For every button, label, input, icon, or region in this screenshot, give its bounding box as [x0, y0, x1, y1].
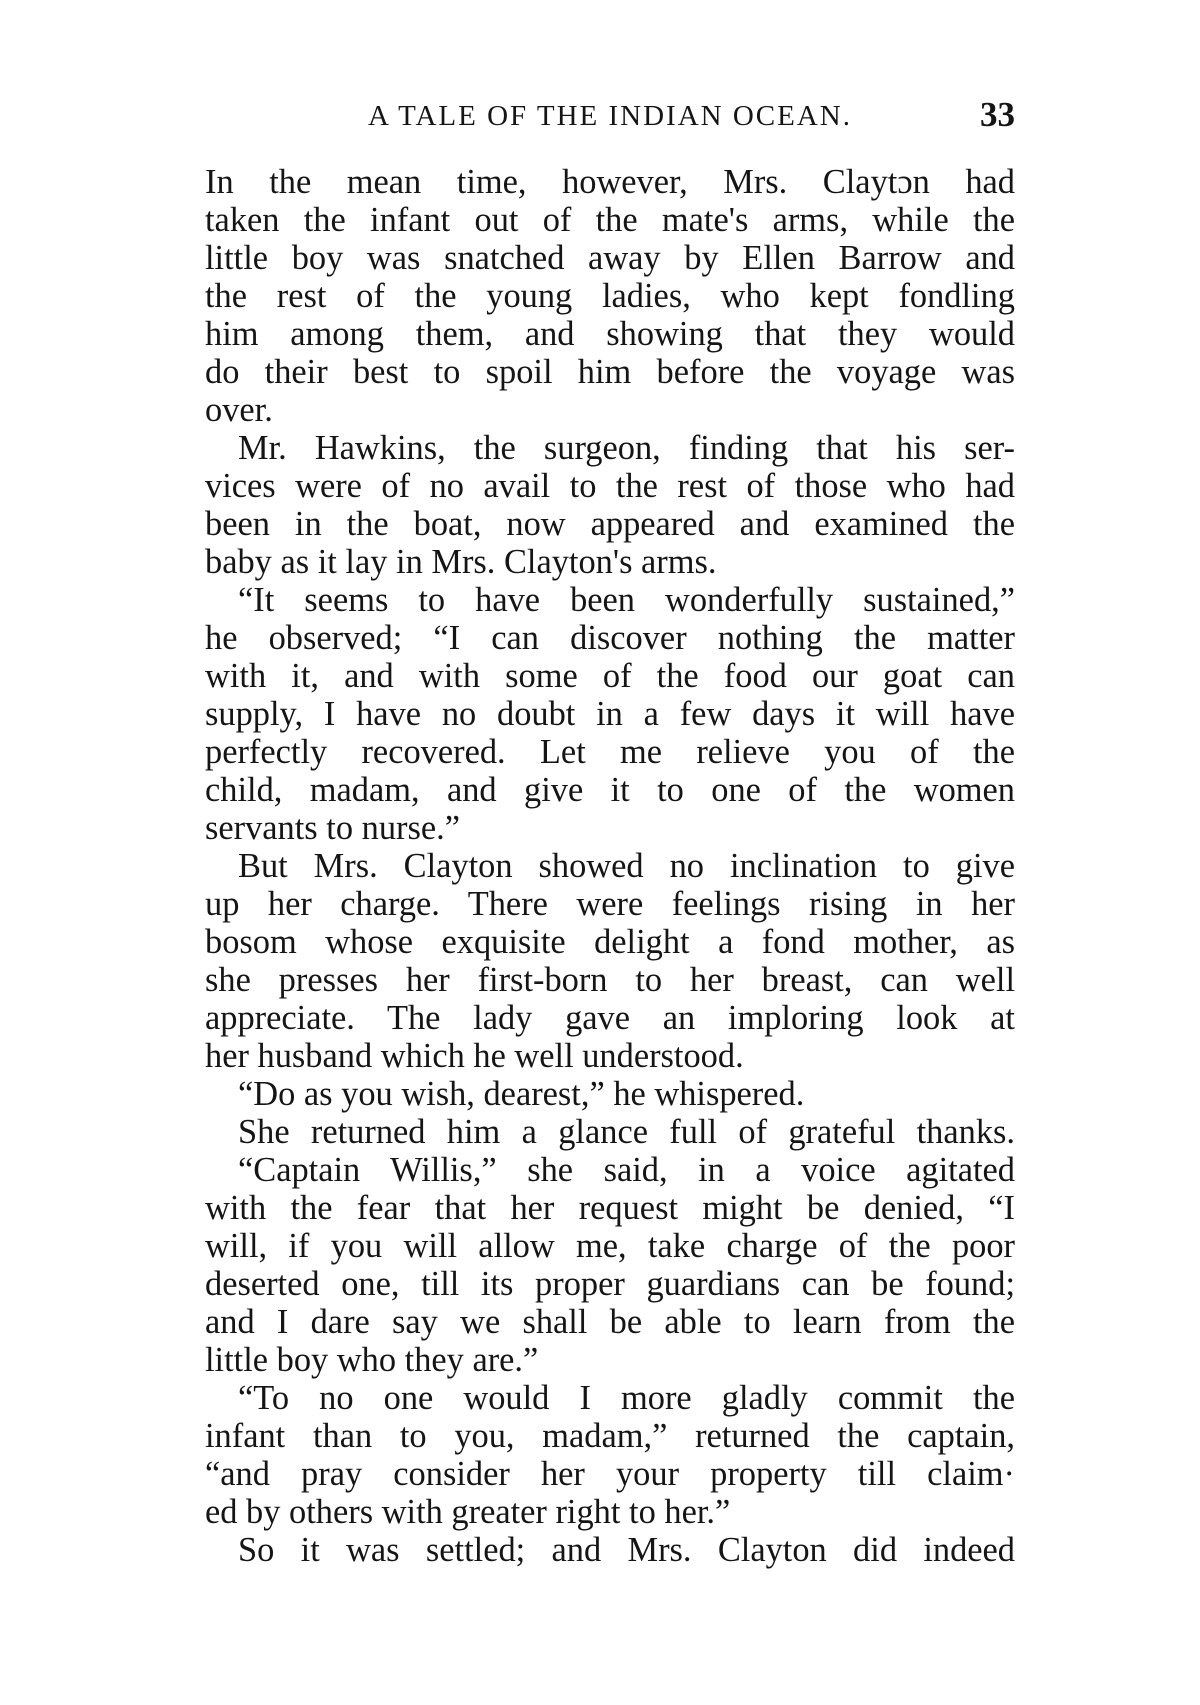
text-line: But Mrs. Clayton showed no inclination to give — [238, 847, 1015, 885]
text-line: will, if you will allow me, take charge of the poor — [205, 1227, 1015, 1265]
text-line: So it was settled; and Mrs. Clayton did indeed — [238, 1531, 1015, 1569]
text-line: the rest of the young ladies, who kept fondling — [205, 277, 1015, 315]
text-line: little boy was snatched away by Ellen Barrow and — [205, 239, 1015, 277]
text-line: Mr. Hawkins, the surgeon, finding that his ser- — [238, 429, 1015, 467]
text-line: In the mean time, however, Mrs. Claytɔn had — [205, 163, 1015, 201]
text-line: she presses her first-born to her breast, can well — [205, 961, 1015, 999]
text-line: appreciate. The lady gave an imploring look at — [205, 999, 1015, 1037]
text-line: supply, I have no doubt in a few days it will have — [205, 695, 1015, 733]
text-line: “and pray consider her your property till claim· — [205, 1455, 1015, 1493]
text-line: “To no one would I more gladly commit the — [238, 1379, 1015, 1417]
running-head — [205, 96, 1015, 144]
text-line: child, madam, and give it to one of the women — [205, 771, 1015, 809]
text-line: her husband which he well understood. — [205, 1037, 744, 1075]
text-line: him among them, and showing that they would — [205, 315, 1015, 353]
text-line: deserted one, till its proper guardians can be found; — [205, 1265, 1015, 1303]
text-line: baby as it lay in Mrs. Clayton's arms. — [205, 543, 717, 581]
text-line: “Captain Willis,” she said, in a voice agitated — [238, 1151, 1015, 1189]
text-line: been in the boat, now appeared and examined the — [205, 505, 1015, 543]
text-line: infant than to you, madam,” returned the captain, — [205, 1417, 1015, 1455]
text-line: and I dare say we shall be able to learn from the — [205, 1303, 1015, 1341]
text-line: with the fear that her request might be denied, “I — [205, 1189, 1015, 1227]
text-line: up her charge. There were feelings rising in her — [205, 885, 1015, 923]
text-line: “It seems to have been wonderfully sustained,” — [238, 581, 1015, 619]
running-title: A TALE OF THE INDIAN OCEAN. — [368, 100, 852, 132]
text-line: “Do as you wish, dearest,” he whispered. — [238, 1075, 805, 1113]
text-line: She returned him a glance full of grateful thanks. — [238, 1113, 1015, 1151]
text-line: bosom whose exquisite delight a fond mother, as — [205, 923, 1015, 961]
text-line: little boy who they are.” — [205, 1341, 539, 1379]
text-line: do their best to spoil him before the voyage was — [205, 353, 1015, 391]
body-text — [205, 163, 1015, 1569]
text-line: perfectly recovered. Let me relieve you of the — [205, 733, 1015, 771]
text-line: ed by others with greater right to her.” — [205, 1493, 731, 1531]
text-line: taken the infant out of the mate's arms, while the — [205, 201, 1015, 239]
text-line: he observed; “I can discover nothing the matter — [205, 619, 1015, 657]
text-line: over. — [205, 391, 273, 429]
text-line: with it, and with some of the food our goat can — [205, 657, 1015, 695]
page-number: 33 — [980, 95, 1015, 134]
text-line: servants to nurse.” — [205, 809, 460, 847]
text-line: vices were of no avail to the rest of those who had — [205, 467, 1015, 505]
